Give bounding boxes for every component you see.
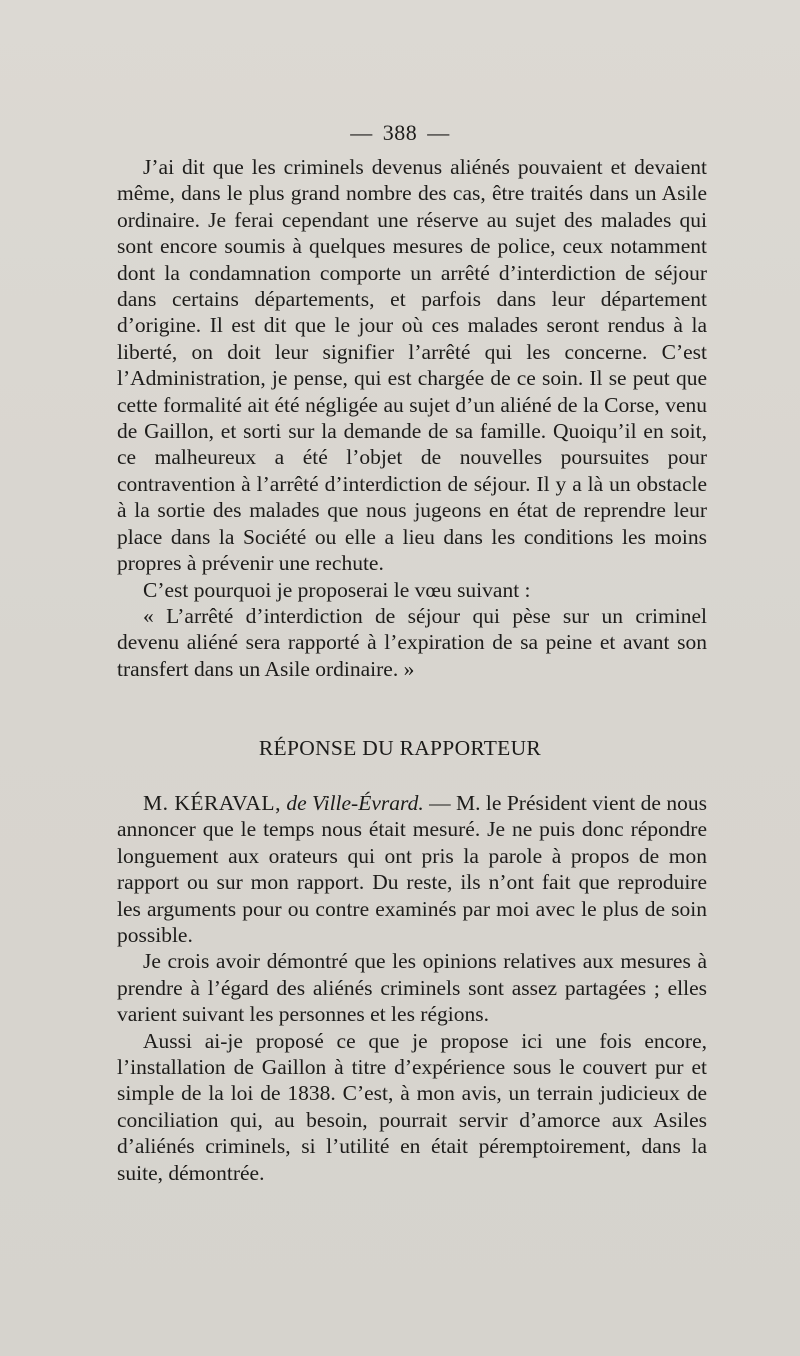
paragraph: J’ai dit que les criminels devenus aliénés pouvaient et devaient même, dans le plus grand nombre des cas, être traités dans un Asile ordinaire. Je ferai cependant une réserve au sujet des malades qui sont encore soumis à quelques mesures de police, ceux notamment dont la condamnation comporte un arrêté d’interdiction de séjour dans certains départements, et parfois dans leur département d’origine. Il est dit que le jour où ces malades seront rendus à la liberté, on doit leur signifier l’arrêté qui les concerne. C’est l’Administration, je pense, qui est chargée de ce soin. Il se peut que cette formalité ait été négligée au sujet d’un aliéné de la Corse, venu de Gaillon, et sorti sur la demande de sa famille. Quoiqu’il en soit, ce malheureux a été l’objet de nouvelles poursuites pour contravention à l’arrêté d’interdiction de séjour. Il y a là un obstacle à la sortie des malades que nous jugeons en état de reprendre leur place dans la Société ou elle a lieu dans les conditions les moins propres à prévenir une rechute.	[117, 155, 707, 576]
paragraph: Aussi ai-je proposé ce que je propose ici une fois encore, l’installation de Gaillon à titre d’expérience sous le couvert pur et simple de la loi de 1838. C’est, à mon avis, un terrain judicieux de conciliation qui, au besoin, pourrait servir d’amorce aux Asiles d’aliénés criminels, si l’utilité en était péremptoirement, dans la suite, démontrée.	[117, 1028, 707, 1185]
paragraph-text: — M. le Président vient de nous annoncer que le temps nous était mesuré. Je ne puis donc répondre longuement aux orateurs qui ont pris la parole à propos de mon rapport ou sur mon rapport. Du reste, ils n’ont fait que reproduire les arguments pour ou contre examinés par moi avec le plus de soin possible.	[117, 791, 707, 948]
paragraph: « L’arrêté d’interdiction de séjour qui pèse sur un criminel devenu aliéné sera rapporté à l’expiration de sa peine et avant son transfert dans un Asile ordinaire. »	[117, 603, 707, 681]
paragraph: C’est pourquoi je proposerai le vœu suivant :	[143, 577, 531, 602]
page-number	[0, 120, 800, 146]
section-1-text	[117, 154, 707, 682]
page-number-dash-left: —	[350, 120, 373, 145]
speaker-name: M. KÉRAVAL,	[143, 791, 281, 815]
section-2-text	[117, 790, 707, 1186]
paragraph	[117, 790, 707, 948]
speaker-place: de Ville-Évrard.	[286, 791, 424, 815]
page-number-dash-right: —	[427, 120, 450, 145]
page-number-value: 388	[382, 120, 418, 145]
section-heading: RÉPONSE DU RAPPORTEUR	[258, 736, 542, 760]
paragraph: Je crois avoir démontré que les opinions relatives aux mesures à prendre à l’égard des aliénés criminels sont assez partagées ; elles varient suivant les personnes et les régions.	[117, 949, 707, 1027]
